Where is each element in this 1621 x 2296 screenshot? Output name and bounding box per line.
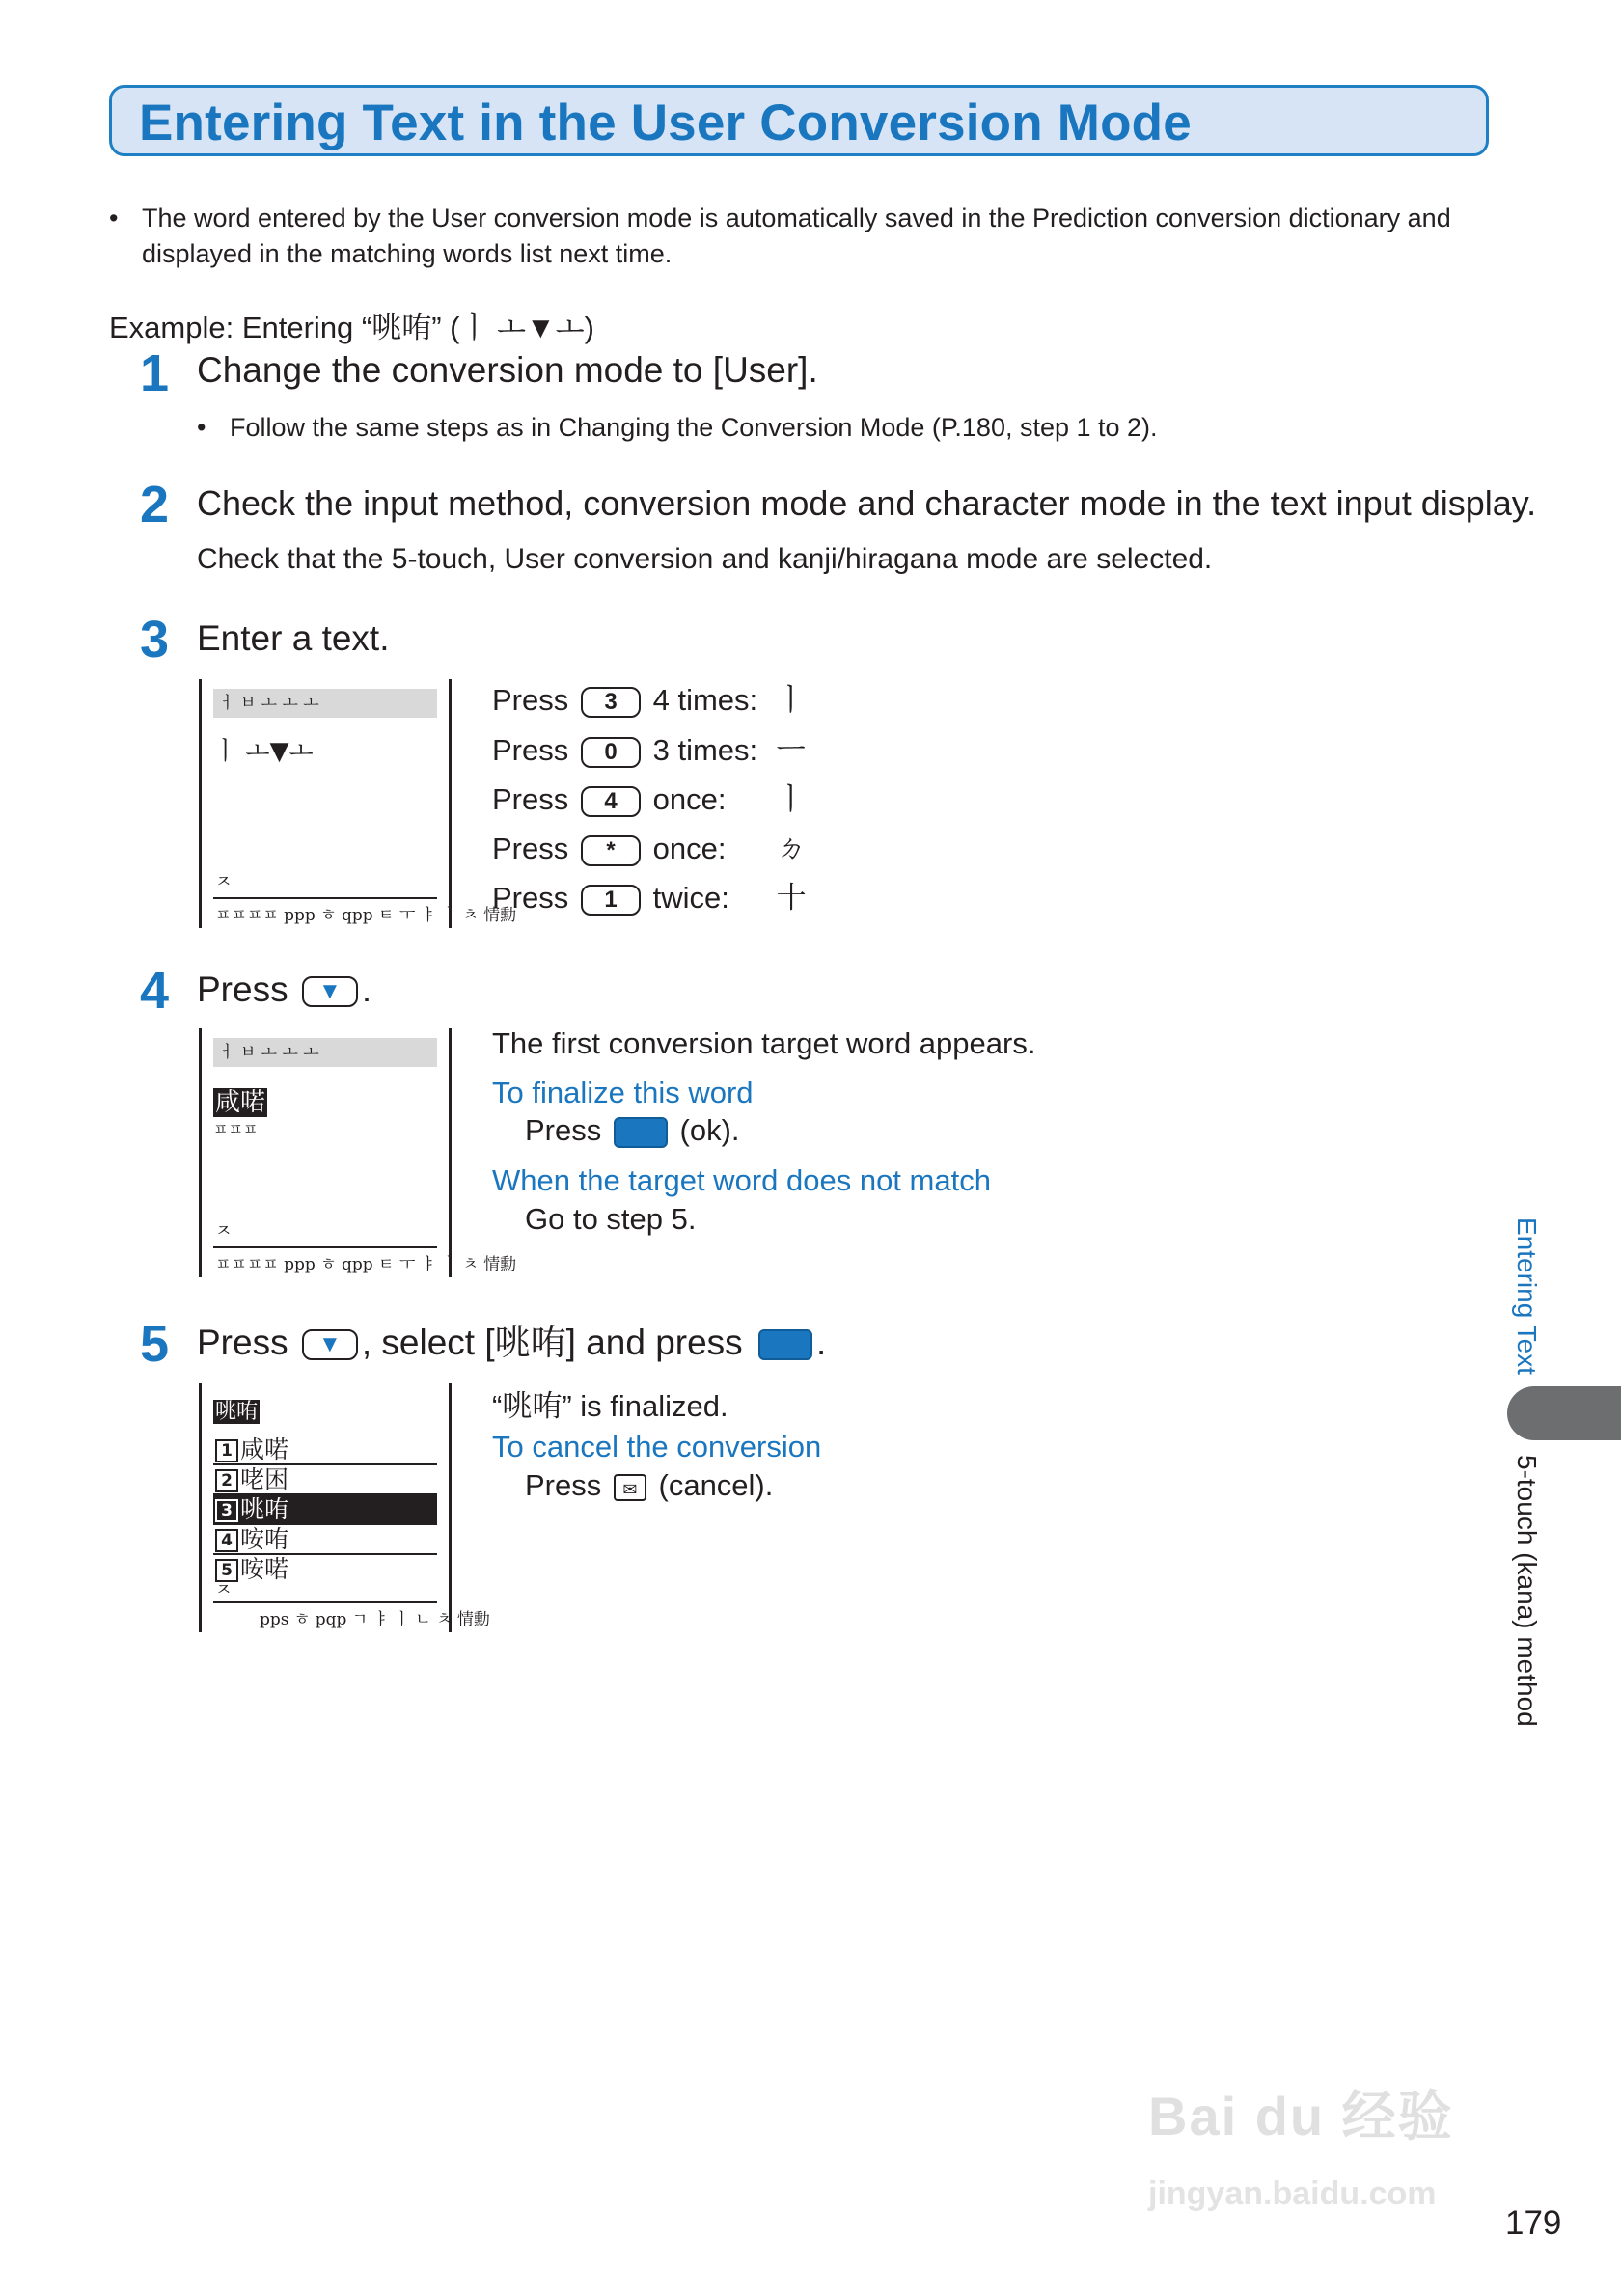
ok-key-icon (614, 1117, 668, 1148)
step-2-heading: Check the input method, conversion mode and character mode in the text input display. (197, 483, 1537, 523)
candidate-item (213, 1435, 437, 1465)
step-1-number: 1 (140, 344, 170, 402)
press-times: once: (652, 782, 727, 816)
intro-text: The word entered by the User conversion mode is automatically saved in the Prediction conversion dictionary and displayed in the matching words list next time. (142, 204, 1451, 268)
step-5-desc: “咷哊” is finalized. (492, 1389, 728, 1423)
finalize-press: Press (525, 1113, 602, 1147)
cancel-label-text: To cancel the conversion (492, 1430, 822, 1463)
highlighted-word: 咸喏 (215, 1088, 266, 1117)
press-result: ㅣ (776, 683, 806, 717)
press-result: ㄉ (776, 832, 807, 865)
step-5-period: . (815, 1323, 827, 1362)
step-5-mid: , select [咷哊] and press (361, 1323, 743, 1362)
press-result: ㅡ (776, 733, 806, 767)
cancel-post: (cancel). (658, 1468, 774, 1502)
screen-footer: ㅍㅍㅍㅍ ppp ㅎ qpp ㅌ ㅜ ㅑ ㅣ ㅊ 情勳 (215, 906, 517, 925)
page-number: 179 (1505, 2204, 1562, 2242)
intro-note (109, 201, 1489, 272)
candidate-number: 1 (215, 1439, 238, 1462)
step-4-screen (199, 1028, 517, 1277)
screen-footer: ㅍㅍㅍㅍ ppp ㅎ qpp ㅌ ㅜ ㅑ ㅣ ㅊ 情勳 (215, 1255, 517, 1274)
screen-footer: pps ㅎ pqp ㄱ ㅑ ㅣ ㄴ ㅊ 情勳 (260, 1610, 490, 1629)
step-1-note-text: Follow the same steps as in Changing the Conversion Mode (P.180, step 1 to 2). (230, 413, 1158, 442)
screen-footer-rule (213, 1246, 437, 1248)
screen-status-bar: ㅓ ㅂ ㅗ ㅗ ㅗ (213, 1038, 437, 1067)
candidate-word: 咹哊 (240, 1525, 289, 1553)
nomatch-instruction (492, 1202, 697, 1237)
step-4-number: 4 (140, 962, 170, 1020)
screen-status-bar: ㅓ ㅂ ㅗ ㅗ ㅗ (213, 689, 437, 718)
candidate-item (213, 1465, 437, 1495)
intro-bullet: • (109, 204, 119, 232)
screen-input-line: ㅣ ㅗ▼ㅗ (213, 737, 314, 766)
step-2-number: 2 (140, 476, 170, 533)
step-3-heading: Enter a text. (197, 618, 390, 658)
finalize-instruction (492, 1113, 740, 1148)
step-5-press: Press (197, 1323, 288, 1362)
step-1-heading: Change the conversion mode to [User]. (197, 350, 818, 390)
watermark-url: jingyan.baidu.com (1148, 2175, 1437, 2212)
press-row-4 (492, 824, 807, 865)
key-star: * (581, 835, 641, 866)
press-word: Press (492, 733, 569, 767)
nomatch-label (492, 1163, 991, 1198)
step-4-period: . (361, 970, 372, 1009)
step-1-note: • Follow the same steps as in Changing the Conversion Mode (P.180, step 1 to 2). (197, 413, 1158, 442)
press-word: Press (492, 782, 569, 816)
press-word: Press (492, 832, 569, 865)
press-result: ㅣ (776, 782, 806, 816)
step-3-number: 3 (140, 611, 170, 669)
candidate-number: 5 (215, 1559, 238, 1582)
press-row-3 (492, 775, 806, 816)
step-4-press: Press (197, 970, 288, 1009)
example-text: Example: Entering “咷哊” (ㅣ ㅗ▼ㅗ) (109, 311, 594, 344)
press-word: Press (492, 881, 569, 915)
screen-corner: ㅈ (215, 1580, 233, 1600)
press-row-1 (492, 675, 806, 717)
step-4-desc: The first conversion target word appears. (492, 1026, 1036, 1060)
finalize-post: (ok). (679, 1113, 740, 1147)
candidate-item-selected (213, 1495, 437, 1525)
candidate-item (213, 1525, 437, 1555)
mail-key-icon: ✉ (614, 1474, 646, 1501)
candidate-word: 咷哊 (240, 1495, 289, 1523)
nomatch-label-text: When the target word does not match (492, 1163, 991, 1197)
candidate-word: 咾困 (240, 1465, 289, 1493)
press-times: 4 times: (652, 683, 758, 717)
key-0: 0 (581, 737, 641, 768)
press-row-5 (492, 873, 807, 915)
step-5-screen (199, 1383, 490, 1632)
down-key-icon: ▼ (302, 1329, 358, 1360)
highlighted-word: 咷哊 (215, 1400, 259, 1424)
page-title: Entering Text in the User Conversion Mode (139, 95, 1192, 151)
press-result: 十 (776, 881, 807, 915)
finalize-label (492, 1076, 754, 1110)
finalize-label-text: To finalize this word (492, 1076, 754, 1109)
press-row-2 (492, 725, 806, 767)
step-2-sub: Check that the 5-touch, User conversion and kanji/hiragana mode are selected. (197, 543, 1213, 575)
screen-footer-rule (213, 897, 437, 899)
side-tab-marker (1507, 1386, 1621, 1440)
candidate-item (213, 1555, 437, 1585)
press-times: twice: (652, 881, 729, 915)
side-label-method: 5-touch (kana) method (1512, 1455, 1542, 1727)
step-5-number: 5 (140, 1315, 170, 1373)
screen-footer-rule (213, 1601, 437, 1603)
screen-corner: ㅈ (215, 1221, 233, 1242)
candidate-number: 4 (215, 1529, 238, 1552)
key-3: 3 (581, 687, 641, 718)
candidate-word: 咸喏 (240, 1435, 289, 1463)
watermark-logo: Bai du 经验 (1148, 2086, 1454, 2146)
ok-key-icon (758, 1329, 812, 1360)
step-5-heading (197, 1322, 826, 1364)
screen-input-sub: ㅍㅍㅍ (213, 1120, 259, 1138)
key-4: 4 (581, 786, 641, 817)
cancel-label (492, 1430, 821, 1464)
key-1: 1 (581, 885, 641, 916)
candidate-number: 3 (215, 1499, 238, 1522)
candidate-number: 2 (215, 1469, 238, 1492)
screen-corner: ㅈ (215, 872, 233, 892)
side-label-section: Entering Text (1512, 1217, 1542, 1375)
press-word: Press (492, 683, 569, 717)
screen-top-word (213, 1395, 260, 1425)
down-key-icon: ▼ (302, 976, 358, 1007)
step-4-heading (197, 969, 371, 1011)
cancel-press: Press (525, 1468, 602, 1502)
step-3-screen (199, 679, 517, 928)
cancel-instruction (492, 1468, 773, 1503)
title-box (109, 85, 1489, 156)
nomatch-text: Go to step 5. (525, 1202, 697, 1236)
press-times: once: (652, 832, 727, 865)
candidate-word: 咹喏 (240, 1555, 289, 1583)
screen-input-line (213, 1082, 267, 1118)
press-times: 3 times: (652, 733, 758, 767)
